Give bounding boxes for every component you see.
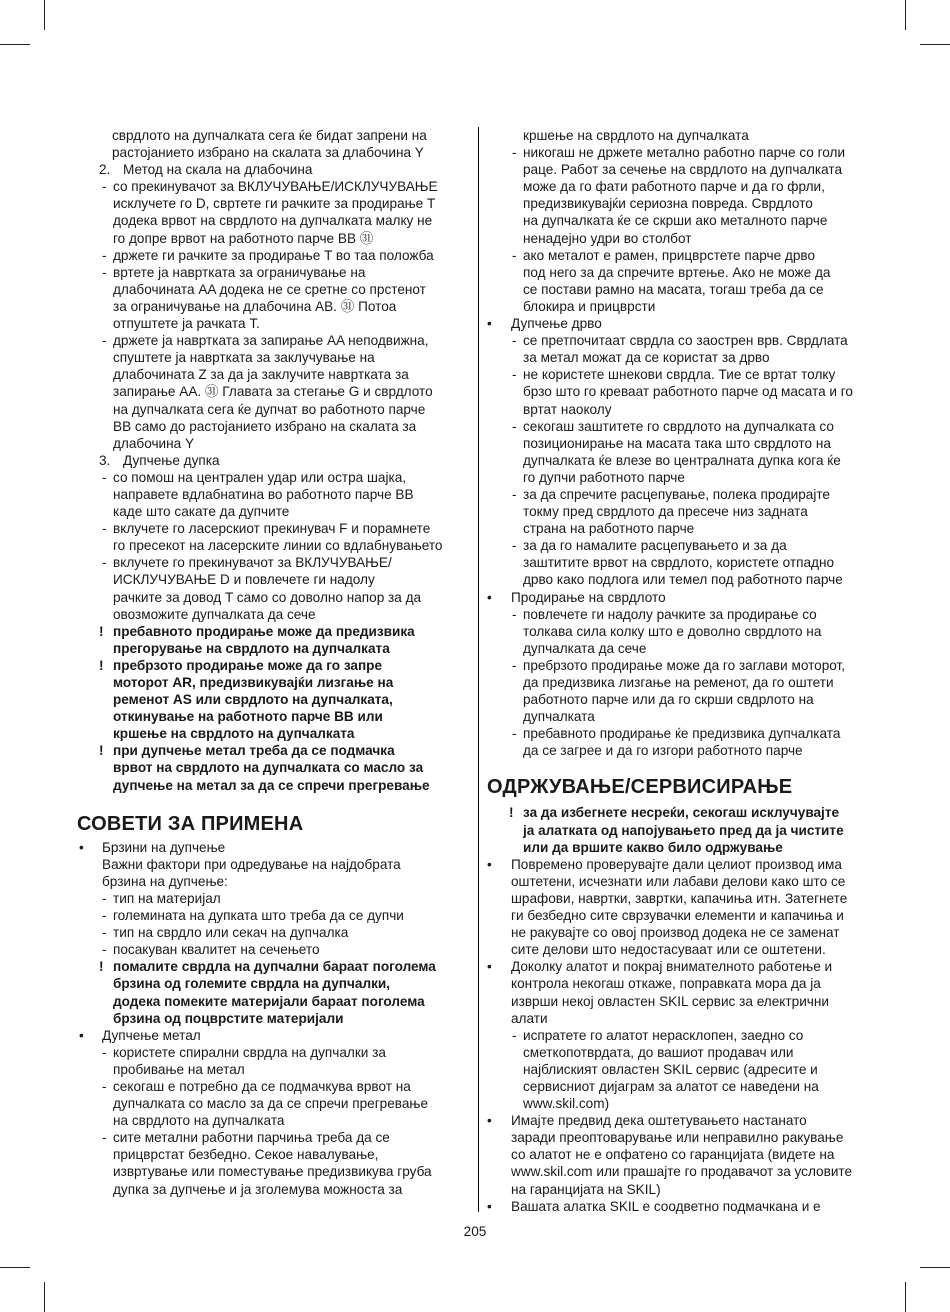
warning-text — [77, 993, 469, 1010]
text-line — [487, 503, 877, 520]
spacer — [487, 759, 877, 775]
list-marker: - — [102, 521, 107, 537]
text-line — [487, 195, 877, 212]
list-item — [77, 264, 469, 281]
text-line — [77, 606, 469, 623]
line-text: најблиският овластен SKIL сервис (адресите и — [523, 1061, 818, 1077]
list-item — [487, 856, 877, 873]
line-text: Дупчење дрво — [511, 316, 602, 332]
line-text: пребрзото продирање може да го заглави моторот, — [523, 657, 846, 673]
line-text: брзина од големите сврдла на дупчалки, — [113, 976, 391, 992]
list-marker: - — [102, 333, 107, 349]
list-marker: - — [102, 908, 107, 924]
line-text: Брзини на дупчење — [102, 839, 226, 855]
list-marker: - — [512, 333, 517, 349]
list-item — [487, 589, 877, 606]
line-text: го пресекот на ласерските линии со вдлабнувањето — [113, 538, 443, 554]
list-item — [487, 418, 877, 435]
spacer — [77, 794, 469, 812]
line-text: позиционирање на масата така што сврдлото на — [523, 435, 831, 451]
line-text: да се загрее и да го изгори работното парче — [523, 743, 803, 759]
line-text: откинување на работното парче BB или — [113, 709, 383, 725]
list-item — [487, 958, 877, 975]
text-line — [77, 873, 469, 890]
text-line — [487, 1129, 877, 1146]
list-item — [77, 1044, 469, 1061]
line-text: дупчење на метал за да се спречи прегревање — [113, 777, 430, 793]
line-text: да предизвика лизгање на ременот, да го оштети — [523, 675, 834, 690]
text-line — [487, 907, 877, 924]
left-column — [77, 127, 469, 1198]
line-text: тип на материјал — [113, 890, 221, 906]
crop-mark — [920, 44, 950, 45]
list-marker: - — [512, 606, 517, 622]
line-text: толкава сила колку што е доволно сврдлото на — [523, 623, 822, 639]
warning-text — [487, 839, 877, 856]
line-text: заштитите врвот на сврдлото, користете отпадно — [523, 555, 835, 571]
crop-mark — [44, 0, 45, 30]
text-line — [487, 1181, 877, 1198]
text-line — [487, 873, 877, 890]
line-text: дупчалката ќе влезе во централната дупка кога ќе — [523, 452, 841, 468]
list-item — [77, 941, 469, 958]
text-line — [487, 401, 877, 418]
list-item — [77, 907, 469, 924]
text-line — [77, 383, 469, 400]
text-line — [487, 640, 877, 657]
line-text: сите метални работни парчиња треба да се — [113, 1130, 390, 1146]
line-text: шрафови, навртки, завртки, капачиња итн. Затегнете — [511, 890, 848, 906]
line-text: страна на работното парче — [523, 521, 695, 537]
line-text: вклучете го прекинувачот за ВКЛУЧУВАЊЕ/ — [113, 555, 392, 571]
text-line — [487, 623, 877, 640]
line-text: раце. Работ за сечење на сврдлото на дупчалката — [523, 162, 843, 178]
text-line — [487, 1044, 877, 1061]
list-marker: - — [512, 145, 517, 161]
text-line — [77, 503, 469, 520]
list-item — [77, 469, 469, 486]
list-item — [77, 161, 469, 178]
line-text: ненадејно удри во столбот — [523, 230, 692, 246]
text-line — [487, 281, 877, 298]
list-item — [487, 315, 877, 332]
line-text: Имајте предвид дека оштетувањето настанато — [511, 1113, 807, 1129]
line-text: Доколку алатот и покрај внимателното работење и — [511, 959, 833, 975]
list-marker: - — [102, 555, 107, 571]
line-text: со прекинувачот за ВКЛУЧУВАЊЕ/ИСКЛУЧУВАЊЕ — [113, 179, 438, 195]
line-text: испратете го алатот нерасклопен, заедно со — [523, 1027, 804, 1043]
line-text: ИСКЛУЧУВАЊЕ D и повлечете ги надолу — [113, 572, 375, 588]
crop-mark — [905, 1282, 906, 1312]
list-marker: - — [512, 486, 517, 502]
text-line — [77, 435, 469, 452]
line-text: се претпочитаат сврдла со заострен врв. Сврдлата — [523, 333, 848, 349]
list-marker: 2. — [99, 162, 111, 178]
line-text: под него за да спречите вртење. Ако не може да — [523, 264, 831, 280]
line-text: токму пред сврдлото да пресече низ задната — [523, 504, 808, 520]
list-marker: - — [512, 726, 517, 742]
list-item — [77, 924, 469, 941]
list-item — [487, 1027, 877, 1044]
list-marker: • — [79, 1027, 84, 1043]
line-text: со алатот не е опфатено со гаранцијата (видете на — [511, 1147, 835, 1163]
section-heading: ОДРЖУВАЊЕ/СЕРВИСИРАЊЕ — [487, 776, 793, 799]
text-line — [77, 281, 469, 298]
list-item — [77, 332, 469, 349]
text-line — [487, 452, 877, 469]
line-text: Вашата алатка SKIL е соодветно подмачкана и е — [511, 1198, 821, 1214]
text-line — [487, 924, 877, 941]
text-line — [487, 1163, 877, 1180]
line-text: за да го намалите расцепувањето и за да — [523, 538, 787, 554]
text-line — [487, 993, 877, 1010]
list-marker: ! — [99, 657, 104, 673]
list-marker: - — [512, 1027, 517, 1043]
text-line — [77, 1146, 469, 1163]
line-text: пребавното продирање може да предизвика — [113, 623, 415, 639]
text-line — [487, 435, 877, 452]
line-text: се постави рамно на масата, тогаш треба да се — [523, 281, 824, 297]
line-text: брзина на дупчење: — [102, 873, 228, 889]
line-text: www.skil.com) — [523, 1096, 610, 1112]
line-text: за да избегнете несреќи, секогаш исклучувајте — [523, 805, 840, 821]
line-text: пребрзото продирање може да го запре — [113, 657, 383, 673]
line-text: предизвикувајќи сериозна повреда. Сврдлото — [523, 196, 813, 212]
warning-line — [77, 958, 469, 975]
list-marker: ! — [99, 959, 104, 975]
list-marker: • — [487, 959, 492, 975]
warning-text — [77, 725, 469, 742]
line-text: BB само до растојанието избрано на скалата за — [113, 418, 417, 434]
line-text: www.skil.com или прашајте го продавачот за условите — [511, 1164, 853, 1180]
crop-mark — [0, 44, 30, 45]
line-text: Дупчење дупка — [123, 452, 220, 468]
line-text: или да вршите какво било одржување — [523, 839, 783, 855]
text-line — [77, 1095, 469, 1112]
line-text: овозможите дупчалката да сече — [113, 606, 316, 622]
text-line — [77, 349, 469, 366]
line-text: го допре врвот на работното парче BB ㉛ — [113, 230, 374, 246]
list-marker: • — [487, 316, 492, 332]
list-marker: - — [102, 179, 107, 195]
line-text: алати — [511, 1010, 548, 1026]
text-line — [487, 212, 877, 229]
line-text: каде што сакате да дупчите — [113, 504, 290, 520]
line-text: Важни фактори при одредување на најдобрата — [102, 856, 401, 872]
list-item — [487, 247, 877, 264]
text-line — [487, 1010, 877, 1027]
text-line — [487, 1095, 877, 1112]
line-text: за ограничување на длабочина AB. ㉛ Потоа — [113, 298, 397, 314]
line-text: брзо што го креваат работното парче од масата и го — [523, 384, 853, 400]
line-text: дрво како подлога или темел под работното парче — [523, 572, 843, 588]
line-text: контрола некогаш откаже, поправката мора да ја — [511, 976, 821, 992]
line-text: на сврдлото на дупчалката — [113, 1113, 285, 1129]
text-line — [487, 264, 877, 281]
line-text: оштетени, исчезнати или лабави делови како што се — [511, 873, 846, 889]
list-item — [77, 1027, 469, 1044]
line-text: посакуван квалитет на сечењето — [113, 942, 320, 958]
page-number: 205 — [463, 1224, 487, 1239]
line-text: држете ја навртката за запирање AA неподвижна, — [113, 333, 429, 349]
list-marker: ! — [99, 623, 104, 639]
line-text: кршење на сврдлото на дупчалката — [523, 128, 749, 143]
text-line — [77, 589, 469, 606]
line-text: спуштете ја навртката за заклучување на — [113, 350, 375, 366]
text-line — [487, 161, 877, 178]
list-marker: ! — [99, 743, 104, 759]
line-text: рачките за довод T само со доволно напор за да — [113, 589, 422, 605]
text-line — [77, 1112, 469, 1129]
warning-line — [487, 804, 877, 821]
line-text: користете спирални сврдла на дупчалки за — [113, 1044, 386, 1060]
list-marker: • — [79, 839, 84, 855]
line-text: запирање AA. ㉛ Главата за стегање G и сврдлото — [113, 384, 433, 400]
list-marker: • — [487, 1113, 492, 1129]
text-line — [487, 178, 877, 195]
list-marker: - — [102, 942, 107, 958]
line-text: го дупчи работното парче — [523, 469, 685, 485]
list-item — [77, 890, 469, 907]
list-marker: 3. — [99, 452, 111, 468]
line-text: дупчалката со масло за да се спречи прегревање — [113, 1096, 429, 1112]
text-line — [487, 674, 877, 691]
text-line — [77, 315, 469, 332]
list-item — [487, 486, 877, 503]
line-text: дупчалката — [523, 709, 595, 725]
line-text: ја алатката од напојувањето пред да ја чистите — [523, 822, 844, 838]
line-text: длабочината Z за да ја заклучите навртката за — [113, 367, 409, 383]
line-text: направете вдлабнатина во работното парче BB — [113, 486, 414, 502]
list-item — [487, 657, 877, 674]
line-text: длабочина Y — [113, 435, 195, 451]
list-item — [487, 1198, 877, 1215]
line-text: на дупчалката сега ќе дупчат во работното парче — [113, 401, 426, 417]
list-marker: - — [102, 1044, 107, 1060]
line-text: повлечете ги надолу рачките за продирање со — [523, 606, 817, 622]
warning-text — [77, 759, 469, 776]
line-text: при дупчење метал треба да се подмачка — [113, 743, 395, 759]
text-line — [487, 1146, 877, 1163]
text-line — [77, 366, 469, 383]
text-line — [487, 298, 877, 315]
text-line — [487, 127, 877, 144]
list-marker: - — [102, 247, 107, 263]
list-item — [77, 247, 469, 264]
list-marker: ! — [509, 805, 514, 821]
warning-text — [77, 640, 469, 657]
line-text: може да го фати работното парче и да го фрли, — [523, 179, 825, 195]
crop-mark — [0, 1267, 30, 1268]
text-line — [487, 469, 877, 486]
text-line — [487, 520, 877, 537]
text-line — [77, 1163, 469, 1180]
text-line — [77, 212, 469, 229]
list-marker: - — [512, 418, 517, 434]
warning-text — [77, 777, 469, 794]
text-line — [487, 349, 877, 366]
text-line — [77, 1181, 469, 1198]
line-text: секогаш е потребно да се подмачкува врвот на — [113, 1078, 411, 1094]
line-text: моторот AR, предизвикувајќи лизгање на — [113, 675, 394, 690]
text-line — [487, 383, 877, 400]
text-line — [487, 742, 877, 759]
list-marker: - — [512, 538, 517, 554]
list-item — [487, 1112, 877, 1129]
line-text: работното парче или да го скрши свдрлото на — [523, 692, 814, 708]
line-text: пробивање на метал — [113, 1061, 245, 1077]
line-text: Дупчење метал — [102, 1027, 201, 1043]
list-marker: - — [102, 1130, 107, 1146]
crop-mark — [905, 0, 906, 30]
line-text: изврши некој овластен SKIL сервис за електрични — [511, 993, 829, 1009]
line-text: блокира и прицврсти — [523, 298, 656, 314]
line-text: Метод на скала на длабочина — [123, 162, 313, 178]
line-text: додека помеките материјали бараат поголема — [113, 993, 425, 1009]
text-line — [77, 571, 469, 588]
line-text: ги безбедно сите сврзувачки елементи и капачиња и — [511, 908, 844, 924]
line-text: исклучете го D, свртете ги рачките за продирање T — [113, 196, 436, 212]
text-line — [77, 298, 469, 315]
line-text: вклучете го ласерскиот прекинувач F и порамнете — [113, 521, 431, 537]
line-text: Повремено проверувајте дали целиот производ има — [511, 856, 842, 872]
line-text: со помош на централен удар или остра шајка, — [113, 469, 407, 485]
line-text: сите делови што недостасуваат или се оштетени. — [511, 942, 826, 958]
text-line — [77, 486, 469, 503]
line-text: заради преоптоварување или неправилно ракување — [511, 1130, 844, 1146]
line-text: држете ги рачките за продирање T во таа положба — [113, 247, 434, 263]
list-item — [487, 537, 877, 554]
text-line — [77, 127, 469, 144]
line-text: брзина од поцврстите материјали — [113, 1010, 344, 1026]
line-text: сметкопотврдата, до вашиот продавач или — [523, 1044, 794, 1060]
list-item — [487, 366, 877, 383]
line-text: длабочината AA додека не се сретне со прстенот — [113, 281, 426, 297]
list-item — [77, 1129, 469, 1146]
line-text: никогаш не држете метално работно парче со голи — [523, 145, 846, 161]
list-marker: - — [512, 367, 517, 383]
list-item — [77, 452, 469, 469]
line-text: врвот на сврдлото на дупчалката со масло за — [113, 760, 424, 776]
text-line — [487, 571, 877, 588]
line-text: пребавното продирање ќе предизвика дупчалката — [523, 726, 841, 742]
list-item — [487, 725, 877, 742]
line-text: дупчалката да сече — [523, 640, 647, 656]
list-item — [487, 606, 877, 623]
line-text: додека врвот на сврдлото на дупчалката малку не — [113, 213, 433, 229]
line-text: за метал можат да се користат за дрво — [523, 350, 770, 366]
text-line — [487, 554, 877, 571]
line-text: прицврстат безбедно. Секое навалување, — [113, 1147, 379, 1163]
list-marker: • — [487, 856, 492, 872]
line-text: растојанието избрано на скалата за длабочина Y — [112, 145, 424, 161]
line-text: отпуштете ја рачката T. — [113, 316, 260, 332]
section-heading: СОВЕТИ ЗА ПРИМЕНА — [77, 812, 304, 835]
line-text: Продирање на сврдлото — [511, 589, 666, 605]
text-line — [487, 890, 877, 907]
line-text: кршење на сврдлото на дупчалката — [113, 726, 355, 742]
line-text: вртете ја навртката за ограничување на — [113, 264, 366, 280]
list-item — [77, 1078, 469, 1095]
warning-text — [77, 691, 469, 708]
list-marker: - — [102, 890, 107, 906]
list-marker: • — [487, 589, 492, 605]
line-text: на дупчалката ќе се скрши ако металното парче — [523, 213, 828, 229]
list-marker: • — [487, 1198, 492, 1214]
warning-text — [77, 975, 469, 992]
line-text: прегорување на сврдлото на дупчалката — [113, 640, 390, 656]
text-line — [77, 144, 469, 161]
list-marker: - — [102, 469, 107, 485]
line-text: секогаш заштитете го сврдлото на дупчалката со — [523, 418, 834, 434]
text-line — [487, 941, 877, 958]
text-line — [77, 195, 469, 212]
right-column — [487, 127, 877, 1215]
list-item — [487, 332, 877, 349]
text-line — [487, 975, 877, 992]
line-text: вртат наоколу — [523, 401, 612, 417]
line-text: не користете шнекови сврдла. Тие се вртат толку — [523, 367, 836, 383]
line-text: ременот AS или сврдлото на дупчалката, — [113, 692, 393, 708]
crop-mark — [920, 1267, 950, 1268]
list-marker: - — [512, 657, 517, 673]
list-item — [487, 144, 877, 161]
list-item — [77, 520, 469, 537]
warning-text — [77, 674, 469, 691]
warning-text — [77, 708, 469, 725]
list-marker: - — [512, 247, 517, 263]
list-marker: - — [102, 264, 107, 280]
warning-text — [77, 1010, 469, 1027]
line-text: не ракувајте со овој производ додека не се заменат — [511, 925, 840, 941]
text-line — [77, 537, 469, 554]
text-line — [487, 691, 877, 708]
column-divider — [478, 127, 479, 1212]
text-line — [487, 1061, 877, 1078]
list-marker: - — [102, 1078, 107, 1094]
warning-line — [77, 657, 469, 674]
line-text: помалите сврдла на дупчални бараат поголема — [113, 959, 436, 975]
line-text: тип на сврдло или секач на дупчалка — [113, 925, 349, 941]
line-text: сврдлото на дупчалката сега ќе бидат запрени на — [112, 128, 427, 143]
line-text: извртување или поместување предизвикува груба — [113, 1164, 432, 1180]
list-item — [77, 839, 469, 856]
line-text: големината на дупката што треба да се дупчи — [113, 908, 404, 924]
warning-line — [77, 623, 469, 640]
text-line — [77, 401, 469, 418]
line-text: за да спречите расцепување, полека продирајте — [523, 486, 830, 502]
list-marker: - — [102, 925, 107, 941]
line-text: дупка за дупчење и ја зголемува можноста за — [113, 1181, 403, 1197]
text-line — [77, 856, 469, 873]
text-line — [487, 1078, 877, 1095]
crop-mark — [44, 1282, 45, 1312]
warning-text — [487, 822, 877, 839]
line-text: на гаранцијата на SKIL) — [511, 1181, 661, 1197]
text-line — [77, 418, 469, 435]
warning-line — [77, 742, 469, 759]
line-text: ако металот е рамен, прицврстете парче дрво — [523, 247, 816, 263]
line-text: сервисниот дијаграм за алатот се наведени на — [523, 1078, 819, 1094]
text-line — [77, 230, 469, 247]
list-item — [77, 178, 469, 195]
list-item — [77, 554, 469, 571]
text-line — [77, 1061, 469, 1078]
text-line — [487, 708, 877, 725]
text-line — [487, 230, 877, 247]
